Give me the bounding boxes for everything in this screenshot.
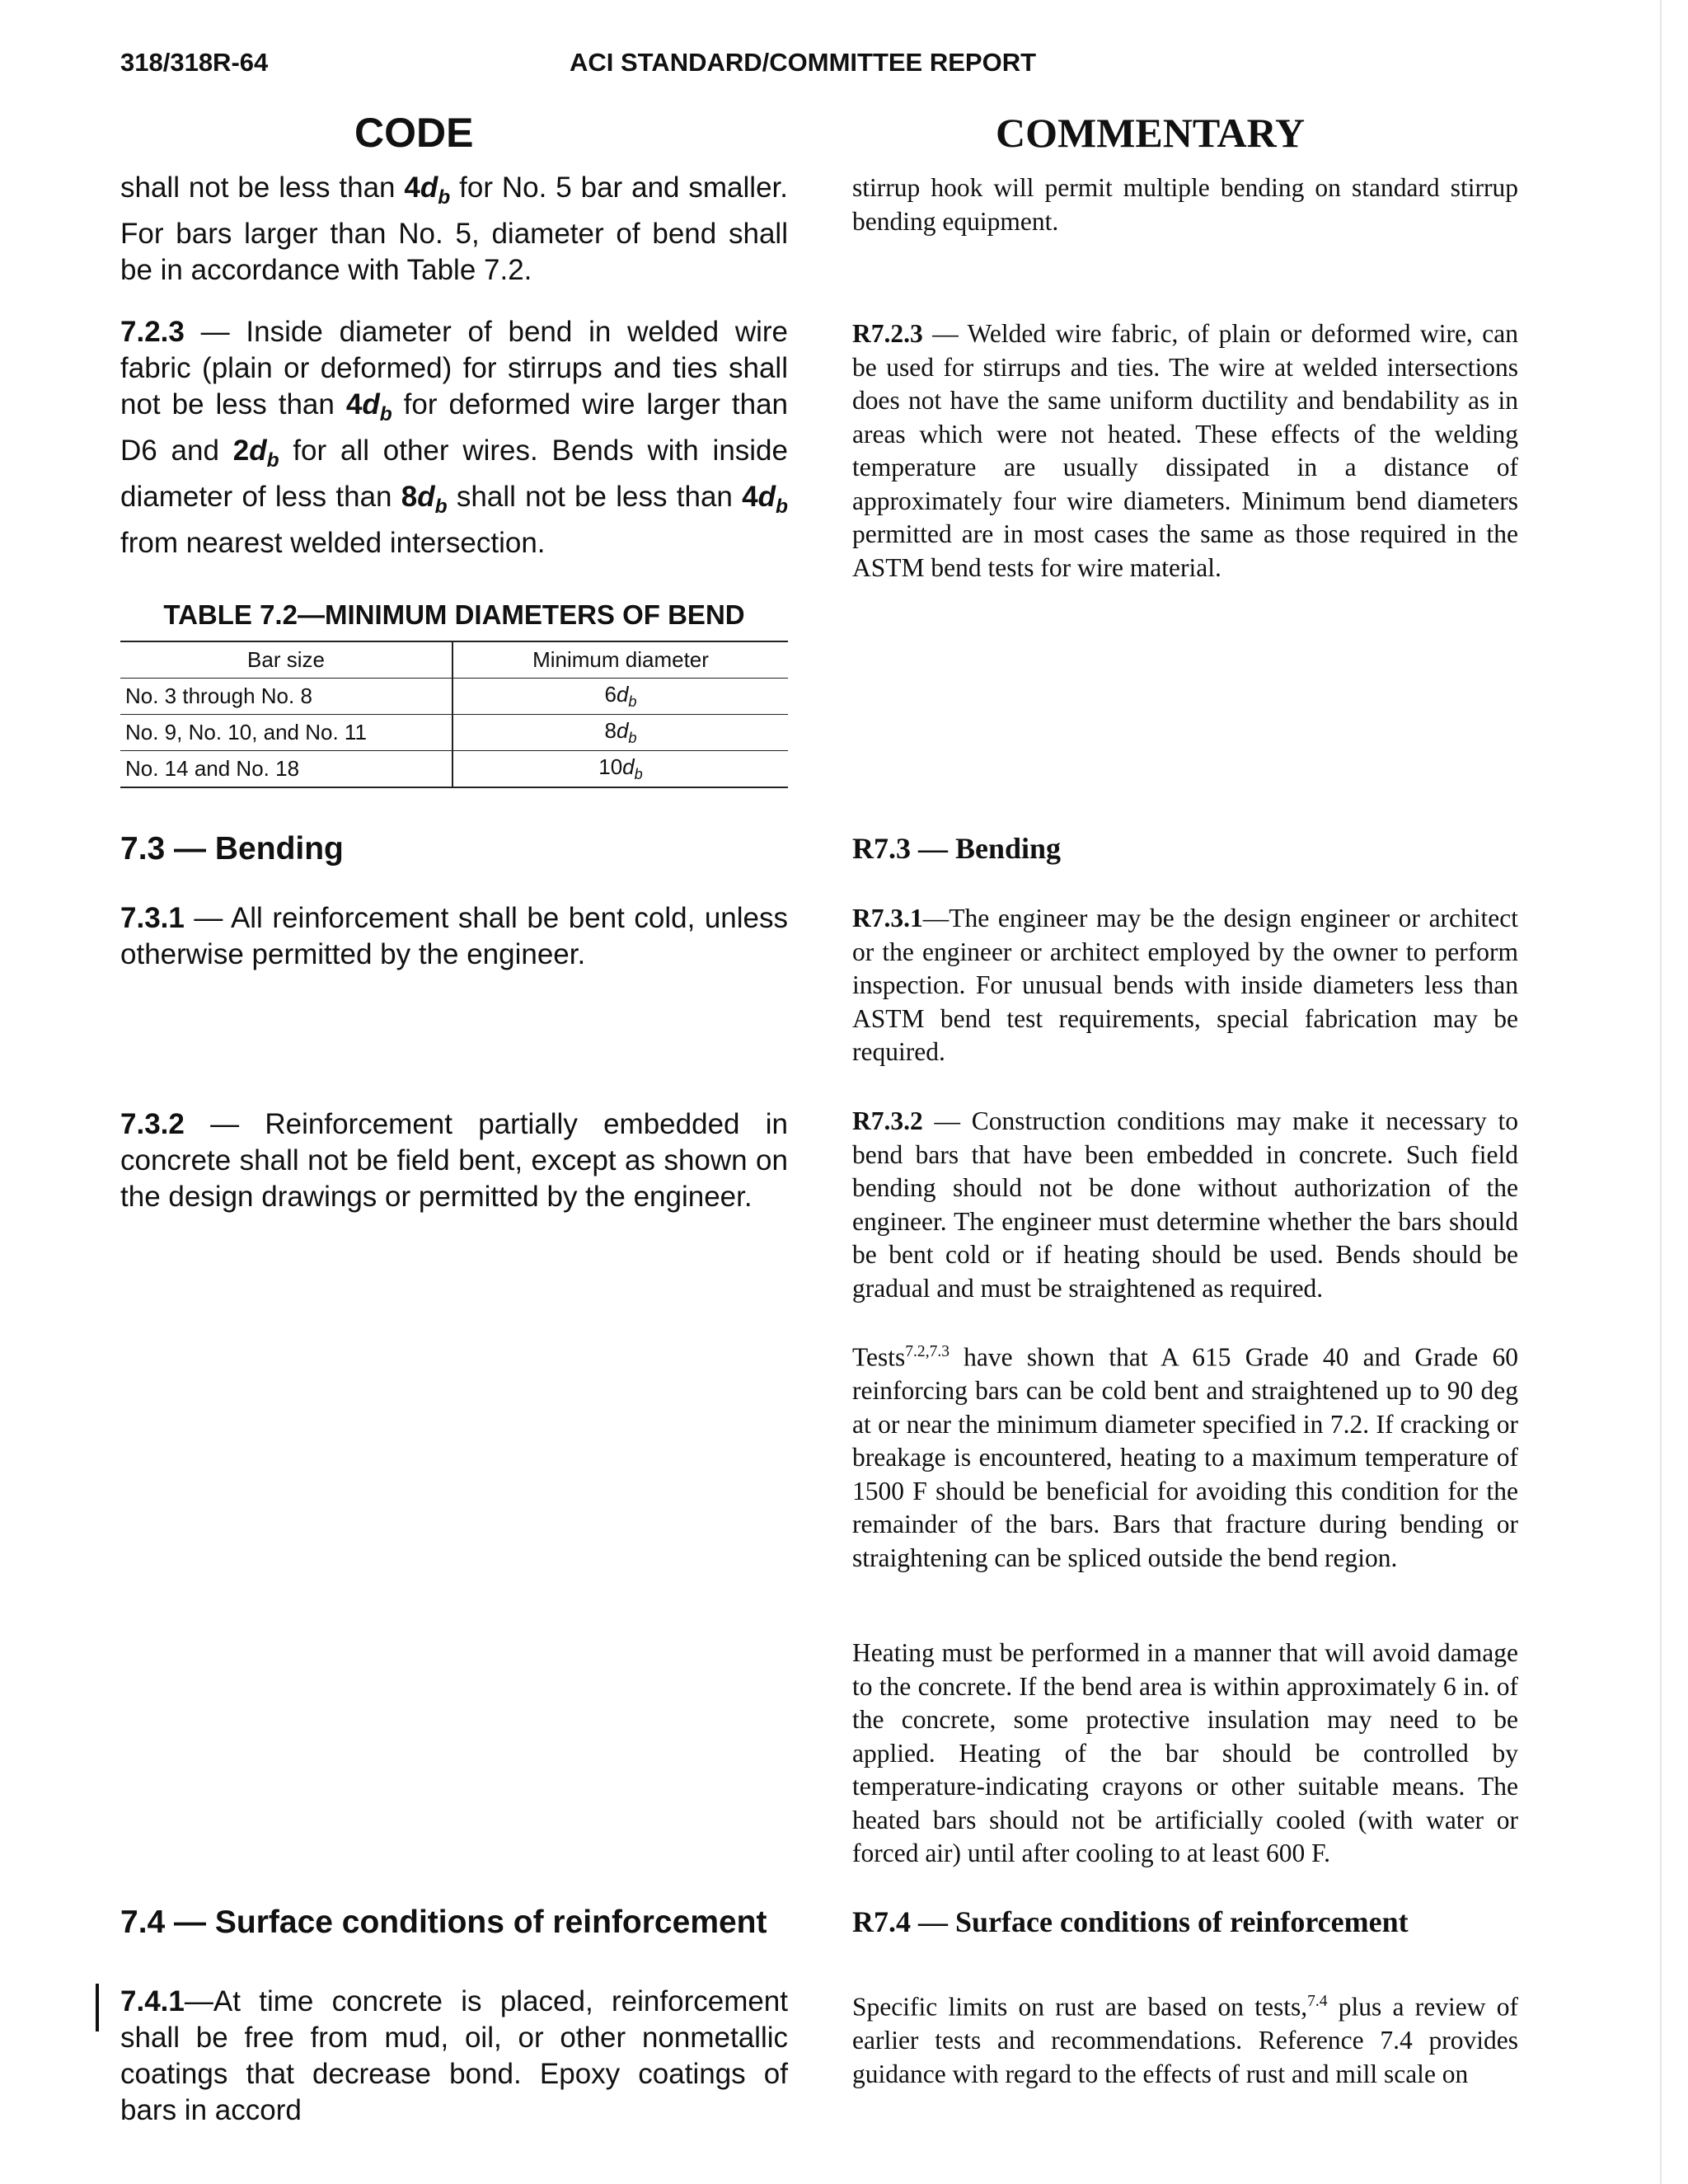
column-header-bar-size: Bar size <box>120 641 452 679</box>
code-column-title: CODE <box>354 110 474 156</box>
minimum-bend-diameter-table <box>120 641 788 788</box>
minimum-diameter-cell: $10d_b$ <box>452 751 788 788</box>
section-number: 7.3.1 <box>120 902 185 934</box>
code-section-7-3-2: 7.3.2 — Reinforcement partially embedded in concrete shall not be field bent, except as shown on the design drawings or permitted by the engineer. <box>120 1108 788 1213</box>
minimum-diameter-cell: $6d_b$ <box>452 679 788 715</box>
table-row <box>120 679 788 715</box>
code-continuation-paragraph: shall not be less than $4d_b$ for No. 5 bar and smaller. For bars larger than No. 5, diameter of bend shall be in accordance with Table 7.2. <box>120 171 788 286</box>
minimum-diameter-cell: $8d_b$ <box>452 715 788 751</box>
page-number: 318/318R-64 <box>120 48 269 77</box>
column-header-minimum-diameter: Minimum diameter <box>452 641 788 679</box>
commentary-section-r7-4-1: Specific limits on rust are based on tests,$^{7.4}$ plus a review of earlier tests and recommendations. Reference 7.4 provides guidance with regard to the effects of rust and mill scale on <box>852 1992 1518 2088</box>
table-header-row <box>120 641 788 679</box>
commentary-heading-r7-4: R7.4 — Surface conditions of reinforcement <box>852 1905 1409 1938</box>
bar-size-cell: No. 14 and No. 18 <box>120 751 452 788</box>
commentary-heading-r7-3: R7.3 — Bending <box>852 832 1062 865</box>
running-header <box>120 48 1522 84</box>
code-section-7-2-3: 7.2.3 — Inside diameter of bend in welded wire fabric (plain or deformed) for stirrups and ties shall not be less than $4d_b$ for deformed wire larger than D6 and $2d_b$ for all other wires. Bends with inside diameter of less than $8d_b$ shall not be less than $4d_b$ from nearest welded intersection. <box>120 316 789 559</box>
section-heading-7-3: 7.3 — Bending <box>120 831 344 867</box>
section-number: R7.2.3 <box>852 319 923 348</box>
citation-reference: 7.4 <box>1307 1993 1328 2010</box>
bar-size-cell: No. 9, No. 10, and No. 11 <box>120 715 452 751</box>
revision-change-bar <box>96 1984 99 2031</box>
table-row <box>120 715 788 751</box>
code-section-7-3-1: 7.3.1 — All reinforcement shall be bent cold, unless otherwise permitted by the engineer. <box>120 902 788 970</box>
section-number: 7.2.3 <box>120 316 185 348</box>
table-7-2-title: TABLE 7.2—MINIMUM DIAMETERS OF BEND <box>163 599 745 630</box>
code-section-7-4-1: 7.4.1—At time concrete is placed, reinforcement shall be free from mud, oil, or other nonmetallic coatings that decrease bond. Epoxy coatings of bars in accord <box>120 1985 788 2126</box>
section-number: 7.3.2 <box>120 1108 185 1140</box>
commentary-continuation-paragraph: stirrup hook will permit multiple bending on standard stirrup bending equipment. <box>852 173 1518 236</box>
commentary-section-r7-2-3: R7.2.3 — Welded wire fabric, of plain or deformed wire, can be used for stirrups and ties. The wire at welded intersections does not have the same uniform ductility and bendability as in areas which were not heated. These effects of the welding temperature are usually dissipated in a distance of approximately four wire diameters. Minimum bend diameters permitted are in most cases the same as those required in the ASTM bend tests for wire material. <box>852 319 1518 582</box>
section-number: R7.3.1 <box>852 904 923 932</box>
commentary-tests-paragraph: Tests$^{7.2,7.3}$ have shown that A 615 Grade 40 and Grade 60 reinforcing bars can be cold bent and straightened up to 90 deg at or near the minimum diameter specified in 7.2. If cracking or breakage is encountered, heating to a maximum temperature of 1500 F should be beneficial for avoiding this condition for the remainder of the bars. Bars that fracture during bending or straightening can be spliced outside the bend region. <box>852 1342 1518 1572</box>
page-margin-line <box>1660 0 1662 2184</box>
bar-size-cell: No. 3 through No. 8 <box>120 679 452 715</box>
section-number: R7.3.2 <box>852 1106 923 1135</box>
running-title: ACI STANDARD/COMMITTEE REPORT <box>570 48 1037 77</box>
citation-reference: 7.2,7.3 <box>905 1343 950 1360</box>
commentary-section-r7-3-1: R7.3.1—The engineer may be the design engineer or architect or the engineer or architect employed by the owner to perform inspection. For unusual bends with inside diameters less than ASTM bend test requirements, special fabrication may be required. <box>852 904 1518 1066</box>
section-heading-7-4: 7.4 — Surface conditions of reinforcement <box>120 1905 767 1940</box>
table-row <box>120 751 788 788</box>
commentary-column-title: COMMENTARY <box>996 110 1306 156</box>
section-number: 7.4.1 <box>120 1985 185 2017</box>
commentary-section-r7-3-2: R7.3.2 — Construction conditions may make it necessary to bend bars that have been embedded in concrete. Such field bending should not be done without authorization of the engineer. The engineer must determine whether the bars should be bent cold or if heating should be used. Bends should be gradual and must be straightened as required. <box>852 1106 1518 1303</box>
commentary-heating-paragraph: Heating must be performed in a manner that will avoid damage to the concrete. If the bend area is within approximately 6 in. of the concrete, some protective insulation may need to be applied. Heating of the bar should be controlled by temperature-indicating crayons or other suitable means. The heated bars should not be artificially cooled (with water or forced air) until after cooling to at least 600 F. <box>852 1638 1518 1867</box>
